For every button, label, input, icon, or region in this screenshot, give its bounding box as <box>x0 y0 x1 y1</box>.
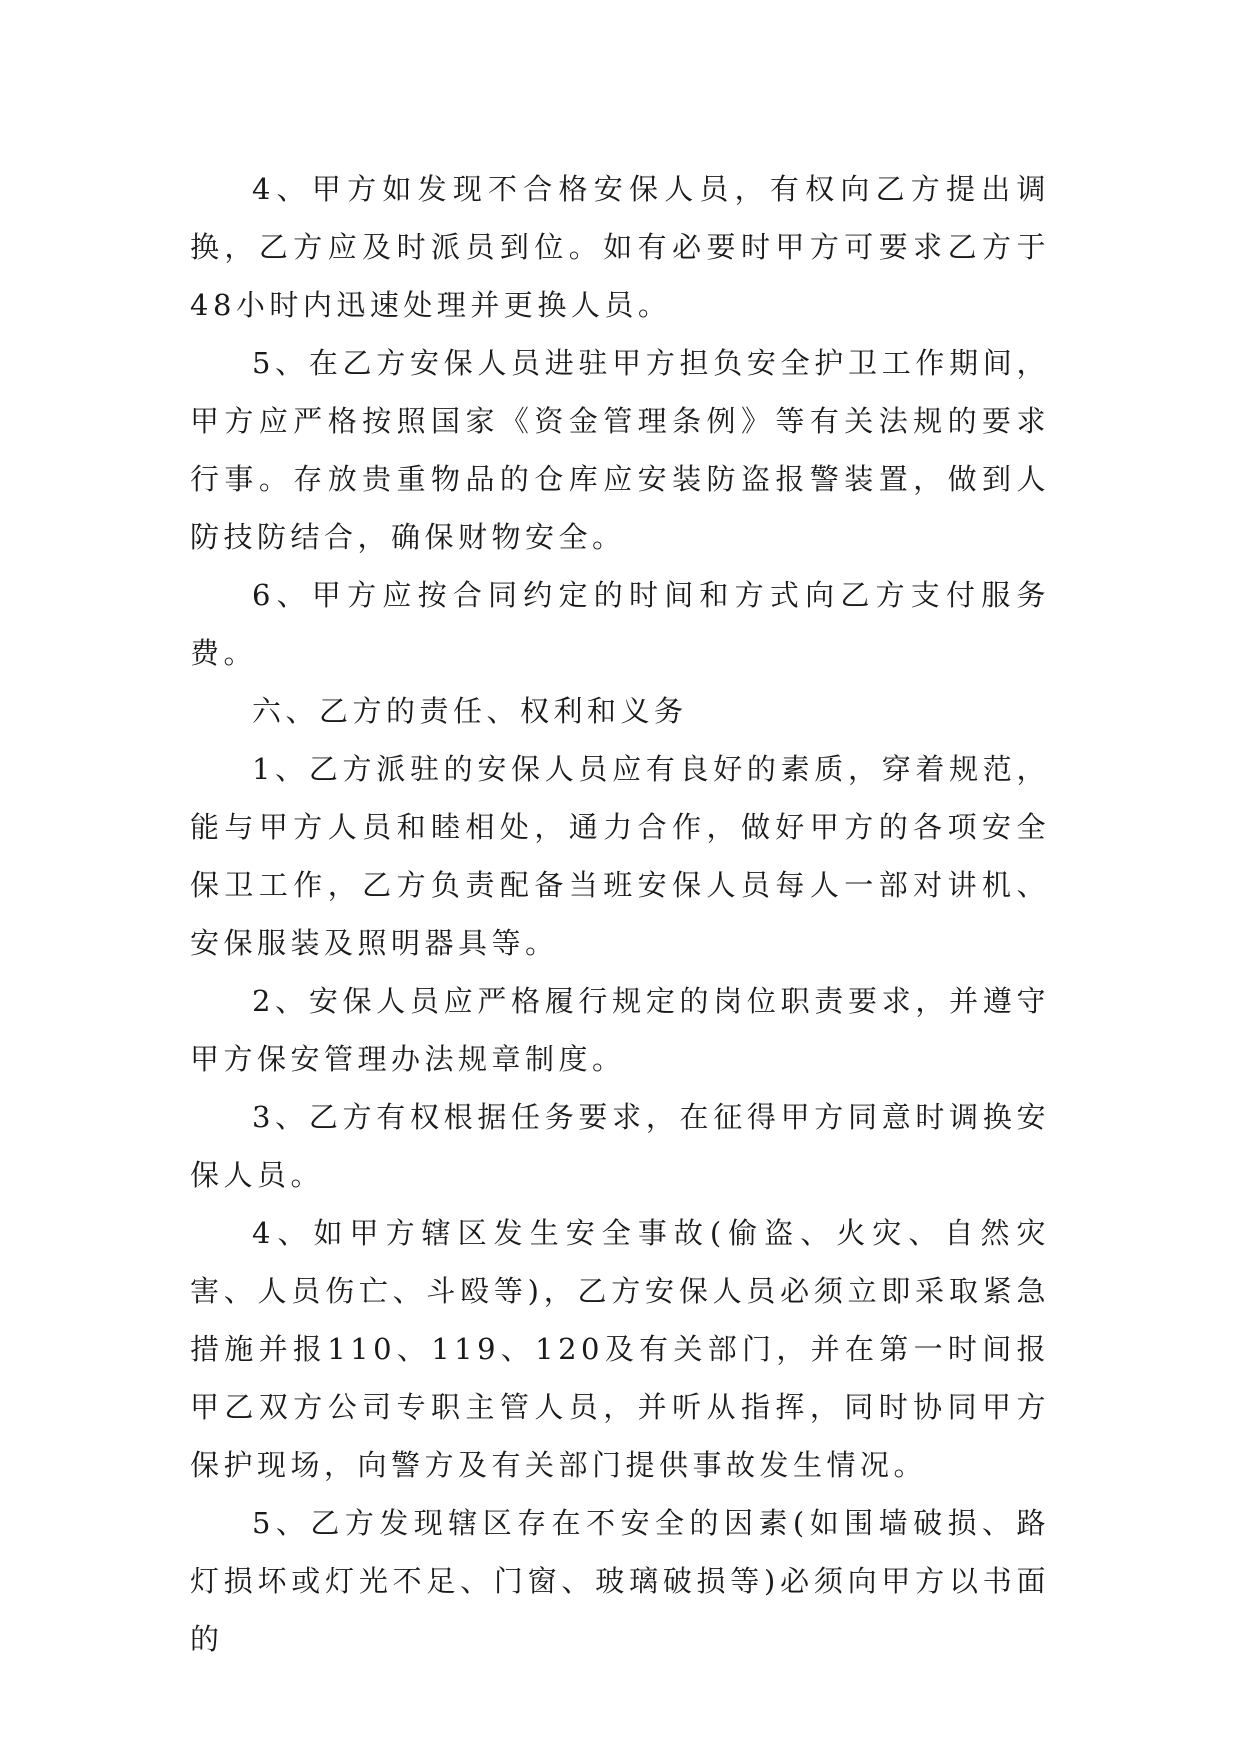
paragraph-party-b-clause-4: 4、如甲方辖区发生安全事故(偷盗、火灾、自然灾害、人员伤亡、斗殴等)，乙方安保人员必须立即采取紧急措施并报110、119、120及有关部门，并在第一时间报甲乙双方公司专职主管人员，并听从指挥，同时协同甲方保护现场，向警方及有关部门提供事故发生情况。 <box>190 1216 1050 1482</box>
paragraph-party-b-clause-1: 1、乙方派驻的安保人员应有良好的素质，穿着规范，能与甲方人员和睦相处，通力合作，做好甲方的各项安全保卫工作，乙方负责配备当班安保人员每人一部对讲机、安保服装及照明器具等。 <box>190 752 1050 960</box>
document-body <box>190 160 1050 1668</box>
paragraph-party-a-clause-6: 6、甲方应按合同约定的时间和方式向乙方支付服务费。 <box>190 578 1050 670</box>
paragraph-party-a-clause-5: 5、在乙方安保人员进驻甲方担负安全护卫工作期间，甲方应严格按照国家《资金管理条例》等有关法规的要求行事。存放贵重物品的仓库应安装防盗报警装置，做到人防技防结合，确保财物安全。 <box>190 346 1050 554</box>
paragraph-party-b-clause-5: 5、乙方发现辖区存在不安全的因素(如围墙破损、路灯损坏或灯光不足、门窗、玻璃破损等)必须向甲方以书面的 <box>190 1506 1050 1656</box>
section-heading-party-b: 六、乙方的责任、权利和义务 <box>252 694 688 728</box>
paragraph-party-a-clause-4: 4、甲方如发现不合格安保人员，有权向乙方提出调换，乙方应及时派员到位。如有必要时甲方可要求乙方于48小时内迅速处理并更换人员。 <box>190 172 1050 322</box>
paragraph-party-b-clause-2: 2、安保人员应严格履行规定的岗位职责要求，并遵守甲方保安管理办法规章制度。 <box>190 984 1050 1076</box>
paragraph-party-b-clause-3: 3、乙方有权根据任务要求，在征得甲方同意时调换安保人员。 <box>190 1100 1050 1192</box>
